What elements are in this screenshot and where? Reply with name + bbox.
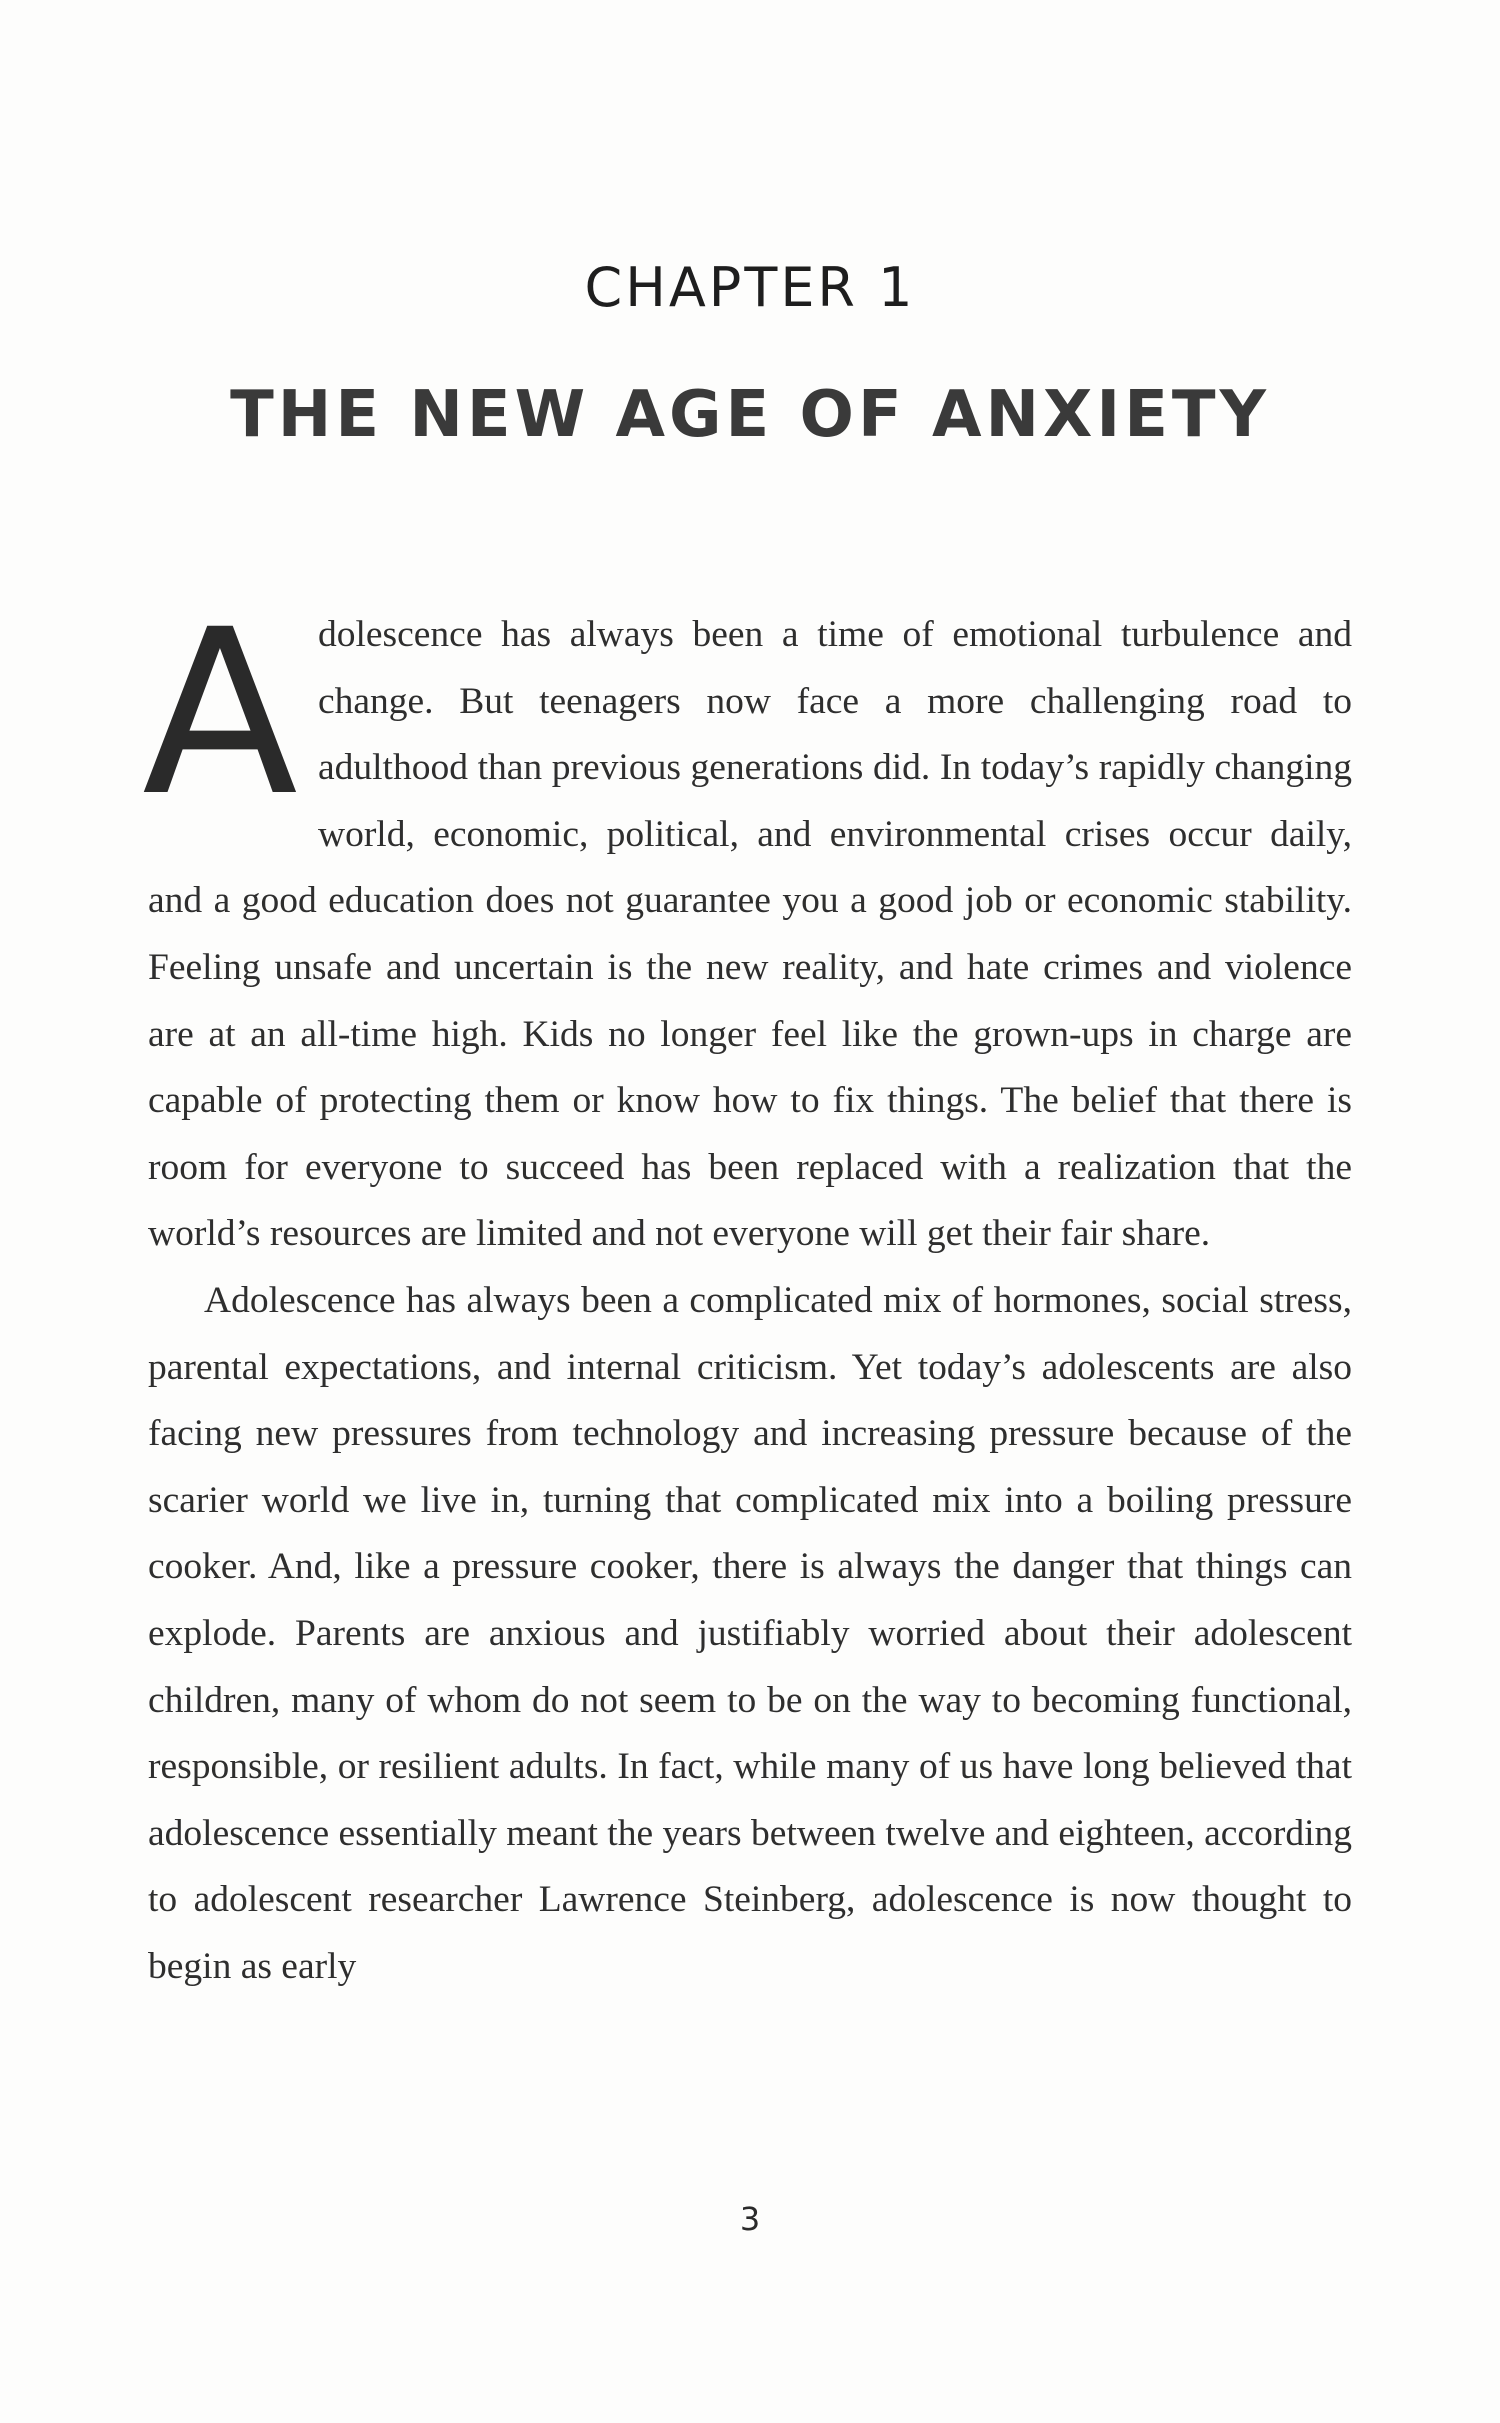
- page-number: 3: [739, 2200, 761, 2238]
- paragraph-2: Adolescence has always been a complicated mix of hormones, social stress, parental expectations, and internal criticism. Yet today’s adolescents are also facing new pressures from technology and increasing pressure because of the scarier world we live in, turning that complicated mix into a boiling pressure cooker. And, like a pressure cooker, there is always the danger that things can explode. Parents are anxious and justifiably worried about their adolescent children, many of whom do not seem to be on the way to becoming functional, responsible, or resilient adults. In fact, while many of us have long believed that adolescence essentially meant the years between twelve and eighteen, according to adolescent researcher Lawrence Steinberg, adolescence is now thought to begin as early: [148, 1279, 1352, 1987]
- paragraph-1-text: dolescence has always been a time of emotional turbulence and change. But teenagers now face a more challenging road to adulthood than previous generations did. In today’s rapidly changing world, economic, political, and environmental crises occur daily, and a good education does not guarantee you a good job or economic stability. Feeling unsafe and uncertain is the new reality, and hate crimes and violence are at an all-time high. Kids no longer feel like the grown-ups in charge are capable of protecting them or know how to fix things. The belief that there is room for everyone to succeed has been replaced with a realization that the world’s resources are limited and not everyone will get their fair share.: [148, 614, 1352, 1255]
- chapter-title: THE NEW AGE OF ANXIETY: [230, 378, 1270, 452]
- drop-cap: A: [142, 580, 298, 846]
- chapter-body: [142, 580, 1352, 2000]
- paragraph-1: [142, 580, 1352, 1268]
- chapter-label: CHAPTER 1: [584, 256, 916, 319]
